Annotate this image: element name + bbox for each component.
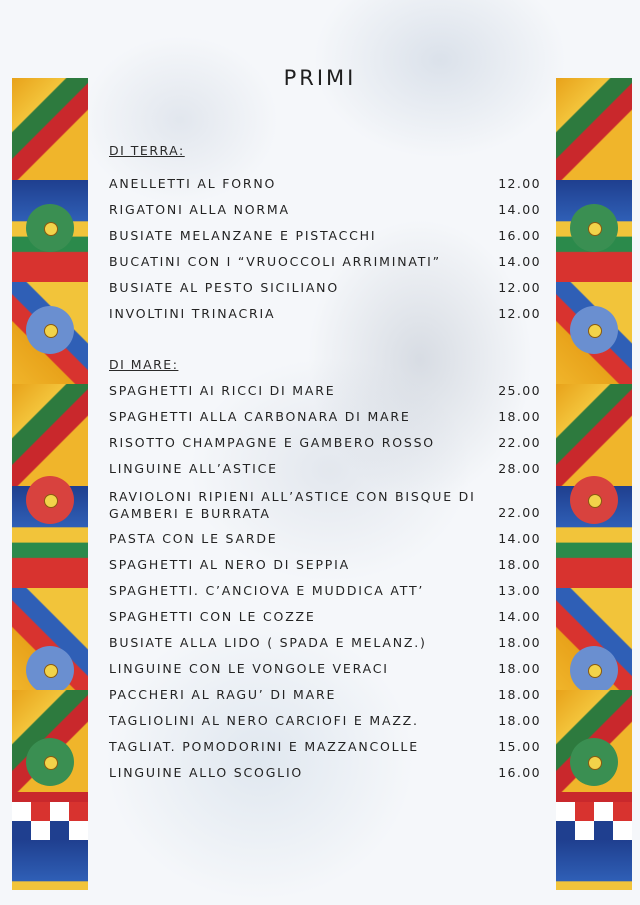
menu-item-price: 15.00: [498, 739, 541, 754]
flower-icon: [570, 306, 618, 354]
menu-item: [109, 488, 543, 524]
menu-item-price: 16.00: [498, 765, 541, 780]
menu-item-name: LINGUINE ALLO SCOGLIO: [109, 765, 304, 780]
menu-item: [109, 557, 543, 575]
menu-item-price: 14.00: [498, 609, 541, 624]
menu-item-name: PASTA CON LE SARDE: [109, 531, 278, 546]
menu-item-name: LINGUINE CON LE VONGOLE VERACI: [109, 661, 389, 676]
menu-item-name: SPAGHETTI AI RICCI DI MARE: [109, 383, 336, 398]
left-decorative-tile-border: [12, 78, 88, 890]
menu-item-price: 18.00: [498, 661, 541, 676]
menu-item-price: 22.00: [498, 505, 541, 520]
menu-item-price: 12.00: [498, 280, 541, 295]
flower-icon: [26, 738, 74, 786]
flower-icon: [570, 204, 618, 252]
menu-item-price: 13.00: [498, 583, 541, 598]
menu-item: [109, 202, 543, 220]
menu-item: [109, 765, 543, 783]
menu-item-name: TAGLIOLINI AL NERO CARCIOFI E MAZZ.: [109, 713, 419, 728]
menu-item-price: 25.00: [498, 383, 541, 398]
menu-item: [109, 609, 543, 627]
menu-item-price: 18.00: [498, 713, 541, 728]
menu-title: PRIMI: [283, 66, 357, 90]
menu-item-name: INVOLTINI TRINACRIA: [109, 306, 276, 321]
menu-item-name: TAGLIAT. POMODORINI E MAZZANCOLLE: [109, 739, 419, 754]
flower-icon: [570, 476, 618, 524]
menu-item: [109, 176, 543, 194]
flower-icon: [26, 646, 74, 694]
flower-icon: [26, 306, 74, 354]
menu-item: [109, 383, 543, 401]
menu-item: [109, 713, 543, 731]
menu-item-name: RIGATONI ALLA NORMA: [109, 202, 290, 217]
menu-item: [109, 661, 543, 679]
section-heading-terra: DI TERRA:: [109, 143, 185, 158]
menu-item-price: 14.00: [498, 202, 541, 217]
menu-item-price: 18.00: [498, 557, 541, 572]
menu-item-name: BUSIATE ALLA LIDO ( SPADA E MELANZ.): [109, 635, 427, 650]
menu-item-name: SPAGHETTI ALLA CARBONARA DI MARE: [109, 409, 411, 424]
menu-item-name: RAVIOLONI RIPIENI ALL’ASTICE CON BISQUE DI GAMBERI E BURRATA: [109, 489, 476, 521]
menu-item-name: SPAGHETTI AL NERO DI SEPPIA: [109, 557, 350, 572]
menu-item-price: 28.00: [498, 461, 541, 476]
menu-item-name: BUSIATE MELANZANE E PISTACCHI: [109, 228, 377, 243]
flower-icon: [26, 204, 74, 252]
menu-item-name: RISOTTO CHAMPAGNE E GAMBERO ROSSO: [109, 435, 435, 450]
menu-item-name: SPAGHETTI. C’ANCIOVA E MUDDICA ATT’: [109, 583, 425, 598]
menu-item-name: SPAGHETTI CON LE COZZE: [109, 609, 316, 624]
menu-item: [109, 280, 543, 298]
menu-item-price: 18.00: [498, 687, 541, 702]
menu-item-price: 22.00: [498, 435, 541, 450]
menu-item-name: BUCATINI CON I “VRUOCCOLI ARRIMINATI”: [109, 254, 441, 269]
menu-item-price: 18.00: [498, 409, 541, 424]
menu-item: [109, 306, 543, 324]
menu-item-price: 12.00: [498, 306, 541, 321]
menu-item: [109, 739, 543, 757]
menu-item: [109, 409, 543, 427]
menu-item-name: ANELLETTI AL FORNO: [109, 176, 277, 191]
right-decorative-tile-border: [556, 78, 632, 890]
menu-item: [109, 635, 543, 653]
menu-item-name: LINGUINE ALL’ASTICE: [109, 461, 278, 476]
menu-item: [109, 435, 543, 453]
menu-item-price: 14.00: [498, 254, 541, 269]
menu-item-name: PACCHERI AL RAGU’ DI MARE: [109, 687, 337, 702]
menu-item: [109, 461, 543, 479]
menu-item: [109, 687, 543, 705]
flower-icon: [570, 646, 618, 694]
menu-item: [109, 583, 543, 601]
flower-icon: [570, 738, 618, 786]
menu-item: [109, 531, 543, 549]
menu-item-price: 14.00: [498, 531, 541, 546]
flower-icon: [26, 476, 74, 524]
menu-item-price: 12.00: [498, 176, 541, 191]
menu-item: [109, 254, 543, 272]
menu-item-name: BUSIATE AL PESTO SICILIANO: [109, 280, 339, 295]
section-heading-mare: DI MARE:: [109, 357, 179, 372]
menu-item: [109, 228, 543, 246]
menu-item-price: 16.00: [498, 228, 541, 243]
menu-item-price: 18.00: [498, 635, 541, 650]
